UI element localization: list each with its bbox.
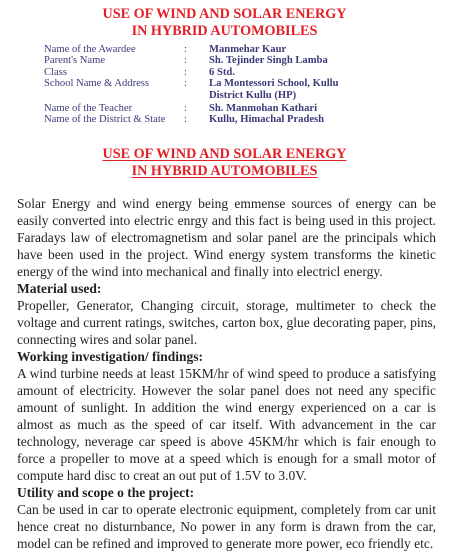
- info-label: Name of the District & State: [44, 114, 166, 126]
- section-heading-utility: Utility and scope o the project:: [17, 485, 195, 500]
- info-label: Class: [44, 66, 67, 78]
- awardee-info-table: [44, 44, 359, 126]
- info-row-school: [44, 78, 359, 101]
- section-text-utility: Can be used in car to operate electronic equipment, completely from car unit hence creat no disturnbance, No power in any form is drawn from the car, model can be refined and improved to generate more power, eco friendly etc.: [17, 502, 436, 551]
- info-separator: :: [184, 44, 187, 55]
- header-title-line2: IN HYBRID AUTOMOBILES: [131, 23, 318, 39]
- section-text-findings: A wind turbine needs at least 15KM/hr of wind speed to produce a satisfying amount of electricity. However the solar panel does not need any specific amount of sunlight. In addition the wind energy experienced on a car is almost as much as the speed of car itself. With advancement in the car technology, neverage car speed is above 45KM/hr which is fair enough to force a propeller to move at a speed which is enough for a small motor of compute hard disc to creat an out put of 1.5V to 3.0V.: [17, 366, 436, 483]
- section-heading-findings: Working investigation/ findings:: [17, 349, 204, 364]
- info-value: Sh. Manmohan Kathari: [209, 103, 318, 115]
- info-row-parent: [44, 55, 359, 66]
- header-title-line1: USE OF WIND AND SOLAR ENERGY: [102, 6, 347, 22]
- article-body: [17, 195, 436, 552]
- info-value: La Montessori School, Kullu District Kullu (HP): [209, 78, 339, 101]
- info-separator: :: [184, 78, 187, 90]
- intro-paragraph: Solar Energy and wind energy being emmense sources of energy can be easily converted into electric enrgy and this fact is being used in this project. Faradays law of electromagnetism and solar panel are the principals which have been used in the project. Wind energy system transforms the kinetic energy of the wind into mechanical and finally into electricl energy.: [17, 196, 436, 279]
- info-row-class: [44, 67, 359, 78]
- info-separator: :: [184, 103, 187, 115]
- info-separator: :: [184, 55, 187, 67]
- info-row-awardee: [44, 44, 359, 55]
- section-text-materials: Propeller, Generator, Changing circuit, storage, multimeter to check the voltage and current ratings, switches, carton box, glue decorating paper, pins, connecting wires and solar panel.: [17, 298, 436, 347]
- info-value: Sh. Tejinder Singh Lamba: [209, 55, 328, 67]
- info-row-district: [44, 114, 359, 125]
- info-label: Parent's Name: [44, 55, 106, 67]
- section-heading-materials: Material used:: [17, 281, 102, 296]
- info-label: School Name & Address: [44, 78, 150, 90]
- info-value: Manmehar Kaur: [209, 44, 287, 55]
- article-title: [0, 146, 449, 180]
- info-value: Kullu, Himachal Pradesh: [209, 114, 325, 126]
- header-title: [0, 6, 449, 40]
- info-row-teacher: [44, 101, 359, 114]
- info-value: 6 Std.: [209, 66, 235, 78]
- article-title-line2: IN HYBRID AUTOMOBILES: [131, 163, 318, 179]
- info-separator: :: [184, 66, 187, 78]
- info-separator: :: [184, 114, 187, 126]
- article-title-line1: USE OF WIND AND SOLAR ENERGY: [102, 146, 347, 162]
- info-label: Name of the Awardee: [44, 44, 136, 55]
- info-label: Name of the Teacher: [44, 103, 133, 115]
